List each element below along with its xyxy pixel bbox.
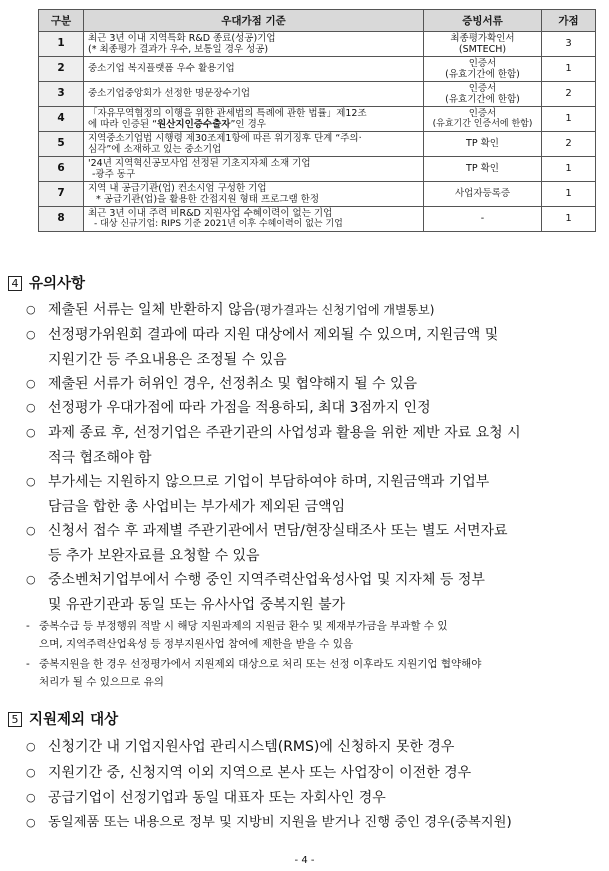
row-proof: 인증서 (유효기간에 한함) xyxy=(424,57,542,82)
row-no: 5 xyxy=(39,132,84,157)
row-criteria: 지역중소기업법 시행령 제30조제1항에 따른 위기징후 단계 “주의· 심각”에 소재하고 있는 중소기업 xyxy=(84,132,424,157)
table-row xyxy=(39,207,596,232)
row-no: 1 xyxy=(39,32,84,57)
table-row xyxy=(39,82,596,107)
row-proof: 인증서 (유효기간에 한함) xyxy=(424,82,542,107)
section-number-box: 5 xyxy=(8,712,22,727)
circle-bullet-icon: ○ xyxy=(26,766,36,779)
row-points: 2 xyxy=(542,82,596,107)
dash-bullet-icon: - xyxy=(26,658,30,670)
circle-bullet-icon: ○ xyxy=(26,791,36,804)
list-item: ○ 중소벤처기업부에서 수행 중인 지역주력산업육성사업 및 지자체 등 정부 및 유관기관과 동일 또는 유사사업 중복지원 불가 xyxy=(26,568,601,617)
row-points: 1 xyxy=(542,182,596,207)
list-item: ○ 선정평가위원회 결과에 따라 지원 대상에서 제외될 수 있으며, 지원금액 및 지원기간 등 주요내용은 조정될 수 있음 xyxy=(26,323,601,372)
row-points: 1 xyxy=(542,157,596,182)
circle-bullet-icon: ○ xyxy=(26,328,36,341)
row-criteria: 중소기업 복지플랫폼 우수 활용기업 xyxy=(84,57,424,82)
row-proof: 최종평가확인서 (SMTECH) xyxy=(424,32,542,57)
circle-bullet-icon: ○ xyxy=(26,401,36,414)
circle-bullet-icon: ○ xyxy=(26,426,36,439)
list-item: ○ 지원기간 중, 신청지역 이외 지역으로 본사 또는 사업장이 이전한 경우 xyxy=(26,761,601,786)
row-criteria: 최근 3년 이내 지역특화 R&D 종료(성공)기업 (* 최종평가 결과가 우수, 보통일 경우 성공) xyxy=(84,32,424,57)
row-proof: 인증서 (유효기간 인증서에 한함) xyxy=(424,107,542,132)
header-criteria: 우대가점 기준 xyxy=(84,10,424,32)
section-heading-exclusions xyxy=(8,708,118,729)
table-row xyxy=(39,182,596,207)
table-row xyxy=(39,107,596,132)
list-item: ○ 공급기업이 선정기업과 동일 대표자 또는 자회사인 경우 xyxy=(26,786,601,811)
row-proof: - xyxy=(424,207,542,232)
circle-bullet-icon: ○ xyxy=(26,740,36,753)
bonus-points-table xyxy=(38,9,596,232)
list-item: ○ 과제 종료 후, 선정기업은 주관기관의 사업성과 활용을 위한 제반 자료 요청 시 적극 협조해야 함 xyxy=(26,421,601,470)
list-item: ○ 부가세는 지원하지 않으므로 기업이 부담하여야 하며, 지원금액과 기업부 담금을 합한 총 사업비는 부가세가 제외된 금액임 xyxy=(26,470,601,519)
certified-exporter-label: 원산지인증수출자 xyxy=(157,119,231,130)
list-item: ○ 동일제품 또는 내용으로 정부 및 지방비 지원을 받거나 진행 중인 경우(중복지원) xyxy=(26,811,601,836)
row-proof: TP 확인 xyxy=(424,157,542,182)
row-criteria: '24년 지역혁신공모사업 선정된 기초지자체 소재 기업 -광주 동구 xyxy=(84,157,424,182)
circle-bullet-icon: ○ xyxy=(26,573,36,586)
table-row xyxy=(39,32,596,57)
circle-bullet-icon: ○ xyxy=(26,816,36,829)
list-item: ○ 제출된 서류가 허위인 경우, 선정취소 및 협약해지 될 수 있음 xyxy=(26,372,601,397)
row-points: 2 xyxy=(542,132,596,157)
page-number: - 4 - xyxy=(294,855,315,866)
row-proof: TP 확인 xyxy=(424,132,542,157)
circle-bullet-icon: ○ xyxy=(26,303,36,316)
list-item: ○ 신청서 접수 후 과제별 주관기관에서 면담/현장실태조사 또는 별도 서면자료 등 추가 보완자료를 요청할 수 있음 xyxy=(26,519,601,568)
circle-bullet-icon: ○ xyxy=(26,475,36,488)
section-number-box: 4 xyxy=(8,276,22,291)
list-item: ○ 선정평가 우대가점에 따라 가점을 적용하되, 최대 3점까지 인정 xyxy=(26,396,601,421)
header-points: 가점 xyxy=(542,10,596,32)
row-no: 7 xyxy=(39,182,84,207)
row-no: 2 xyxy=(39,57,84,82)
row-no: 4 xyxy=(39,107,84,132)
table-row xyxy=(39,157,596,182)
section-title: 유의사항 xyxy=(29,276,86,292)
dash-bullet-icon: - xyxy=(26,620,30,632)
row-criteria: 「자유무역협정의 이행을 위한 관세법의 특례에 관한 법률」제12조 에 따라 인증된 “원산지인증수출자”인 경우 xyxy=(84,107,424,132)
row-criteria: 지역 내 공급기관(업) 컨소시엄 구성한 기업 * 공급기관(업)을 활용한 간접지원 형태 프로그램 한정 xyxy=(84,182,424,207)
row-no: 3 xyxy=(39,82,84,107)
header-no: 구분 xyxy=(39,10,84,32)
row-points: 1 xyxy=(542,107,596,132)
row-proof: 사업자등록증 xyxy=(424,182,542,207)
row-no: 8 xyxy=(39,207,84,232)
row-no: 6 xyxy=(39,157,84,182)
row-criteria: 최근 3년 이내 주력 비R&D 지원사업 수혜이력이 없는 기업 - 대상 신규기업: RIPS 기준 2021년 이후 수혜이력이 없는 기업 xyxy=(84,207,424,232)
circle-bullet-icon: ○ xyxy=(26,377,36,390)
circle-bullet-icon: ○ xyxy=(26,524,36,537)
list-item: ○ 제출된 서류는 일체 반환하지 않음(평가결과는 신청기업에 개별통보) xyxy=(26,298,601,323)
table-row xyxy=(39,57,596,82)
list-item: ○ 신청기간 내 기업지원사업 관리시스템(RMS)에 신청하지 못한 경우 xyxy=(26,735,601,760)
row-criteria: 중소기업중앙회가 선정한 명문장수기업 xyxy=(84,82,424,107)
section-title: 지원제외 대상 xyxy=(29,712,119,728)
table-row xyxy=(39,132,596,157)
note-item: - 중복지원을 한 경우 선정평가에서 지원제외 대상으로 처리 또는 선정 이후라도 지원기업 협약해야 처리가 될 수 있으므로 유의 xyxy=(26,655,601,691)
row-points: 1 xyxy=(542,57,596,82)
note-item: - 중복수급 등 부정행위 적발 시 해당 지원과제의 지원금 환수 및 제재부가금을 부과할 수 있 으며, 지역주력산업육성 등 정부지원사업 참여에 제한을 받을 수 있음 xyxy=(26,617,601,653)
row-points: 1 xyxy=(542,207,596,232)
section-heading-cautions xyxy=(8,272,85,293)
table-header-row xyxy=(39,10,596,32)
row-points: 3 xyxy=(542,32,596,57)
header-proof: 증빙서류 xyxy=(424,10,542,32)
